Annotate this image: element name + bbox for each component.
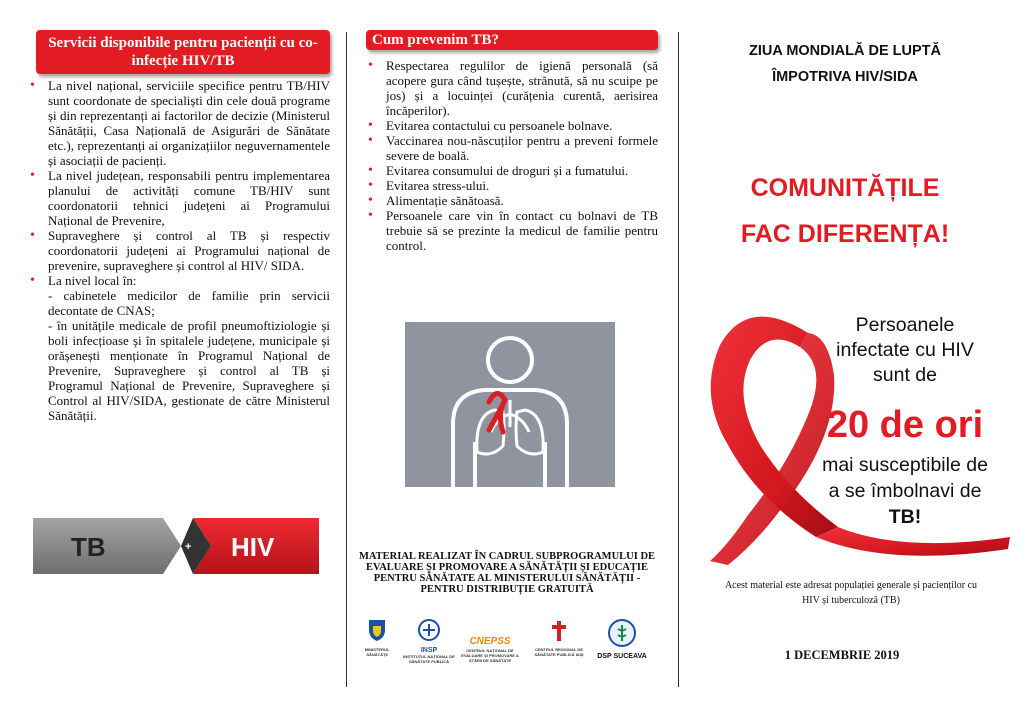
sub-item: - în unitățile medicale de profil pneumoftiziologie și boli infecțioase și în spitalele județene, municipale și orășenești menționate în Programul Național de Prevenire, Supraveghere și control al TB și Programul Național de Prevenire, Supraveghere și Control al HIV/SIDA, gestionate de către Ministerul Sănătății. <box>48 318 330 423</box>
bullet-icon: • <box>30 168 35 183</box>
left-panel-heading: Servicii disponibile pentru pacienții cu co-infecție HIV/TB <box>36 30 330 74</box>
bullet-icon: • <box>30 78 35 93</box>
event-title: ZIUA MONDIALĂ DE LUPTĂ ÎMPOTRIVA HIV/SIDA <box>749 43 941 85</box>
campaign-slogan: COMUNITĂȚILE FAC DIFERENȚA! <box>740 174 950 248</box>
svg-text:+: + <box>185 541 192 553</box>
list-item: • Evitarea stress-ului. <box>368 178 490 193</box>
list-item: • Supraveghere și control al TB și respectiv coordonatorii județeni ai Programului național de prevenire, supraveghere și control al HIV/ SIDA. <box>30 228 330 273</box>
panel-divider-left <box>346 32 347 687</box>
patient-lungs-illustration <box>405 322 615 487</box>
list-item: • La nivel local în: <box>30 273 137 288</box>
cnepss-logo-icon: CNEPSS CENTRUL NAȚIONAL DE EVALUARE ȘI PROMOVARE A STĂRII DE SĂNĂTATE <box>461 636 519 663</box>
tb-banner-label: TB <box>71 532 106 562</box>
event-date: 1 DECEMBRIE 2019 <box>784 648 900 662</box>
list-item: • La nivel județean, responsabili pentru implementarea planului de activități comune TB/HIV sunt coordonatorii tehnici județeni ai Programului Național de Prevenire, <box>30 168 330 228</box>
left-panel <box>28 30 330 423</box>
bullet-icon: • <box>368 163 373 178</box>
middle-panel-heading: Cum prevenim TB? <box>366 30 658 50</box>
dsp-suceava-logo-icon: DSP SUCEAVA <box>591 618 653 661</box>
bullet-icon: • <box>368 118 373 133</box>
bullet-icon: • <box>368 178 373 193</box>
list-item: • Evitarea consumului de droguri și a fumatului. <box>368 163 629 178</box>
panel-divider-right <box>678 32 679 687</box>
list-item: • La nivel național, serviciile specifice pentru TB/HIV sunt coordonate de specialiști din cele două programe și din reprezentanți ai factorilor de decizie (Ministerul Sănătății, Casa Națională de Asigurări de Sănătate etc.), reprezentanți ai organizațiilor neguvernamentele și asociații de pacienți. <box>30 78 330 168</box>
stat-text-bottom: mai susceptibile de a se îmbolnavi de TB! <box>822 454 988 528</box>
prevention-list <box>366 58 658 253</box>
stat-highlight: 20 de ori <box>826 404 984 446</box>
tb-segment <box>33 518 181 574</box>
list-item: • Evitarea contactului cu persoanele bolnave. <box>368 118 613 133</box>
bullet-icon: • <box>30 228 35 243</box>
services-list <box>28 78 330 288</box>
middle-panel <box>366 30 658 253</box>
insp-logo-icon: INSP INSTITUTUL NAȚIONAL DE SĂNĂTATE PUBLICĂ <box>401 618 457 664</box>
audience-note: Acest material este adresat populației generale și pacienților cu HIV și tuberculoză (TB) <box>724 580 978 606</box>
bullet-icon: • <box>30 273 35 288</box>
tb-hiv-banner <box>33 518 319 574</box>
ministry-crest-icon: MINISTERUL SĂNĂTĂȚII <box>357 618 397 657</box>
list-item: • Persoanele care vin în contact cu bolnavi de TB trebuie să se prezinte la medicul de familie pentru control. <box>368 208 658 253</box>
sub-item: - cabinetele medicilor de familie prin servicii decontate de CNAS; <box>48 288 330 318</box>
material-funding-note: MATERIAL REALIZAT ÎN CADRUL SUBPROGRAMULUI DE EVALUARE ȘI PROMOVARE A SĂNĂTĂȚII ȘI EDUCAȚIE PENTRU SĂNĂTATE AL MINISTERULUI SĂNĂTĂȚII - PENTRU DISTRIBUȚIE GRATUITĂ <box>358 551 656 595</box>
bullet-icon: • <box>368 133 373 148</box>
list-item: • Vaccinarea nou-născuților pentru a preveni formele severe de boală. <box>368 133 658 163</box>
hiv-banner-label: HIV <box>231 532 275 562</box>
bullet-icon: • <box>368 208 373 223</box>
list-item: • Alimentație sănătoasă. <box>368 193 504 208</box>
bullet-icon: • <box>368 58 373 73</box>
bullet-icon: • <box>368 193 373 208</box>
stat-text-top: Persoanele infectate cu HIV sunt de <box>836 314 974 386</box>
regional-center-logo-icon: CENTRUL REGIONAL DE SĂNĂTATE PUBLICĂ IAȘI <box>533 620 585 657</box>
partner-logos <box>357 618 657 666</box>
list-item: • Respectarea regulilor de igienă personală (să acopere gura când tușește, strănută, să nu scuipe pe jos) și a locuinței (curățenia curentă, aerisirea încăperilor). <box>368 58 658 118</box>
